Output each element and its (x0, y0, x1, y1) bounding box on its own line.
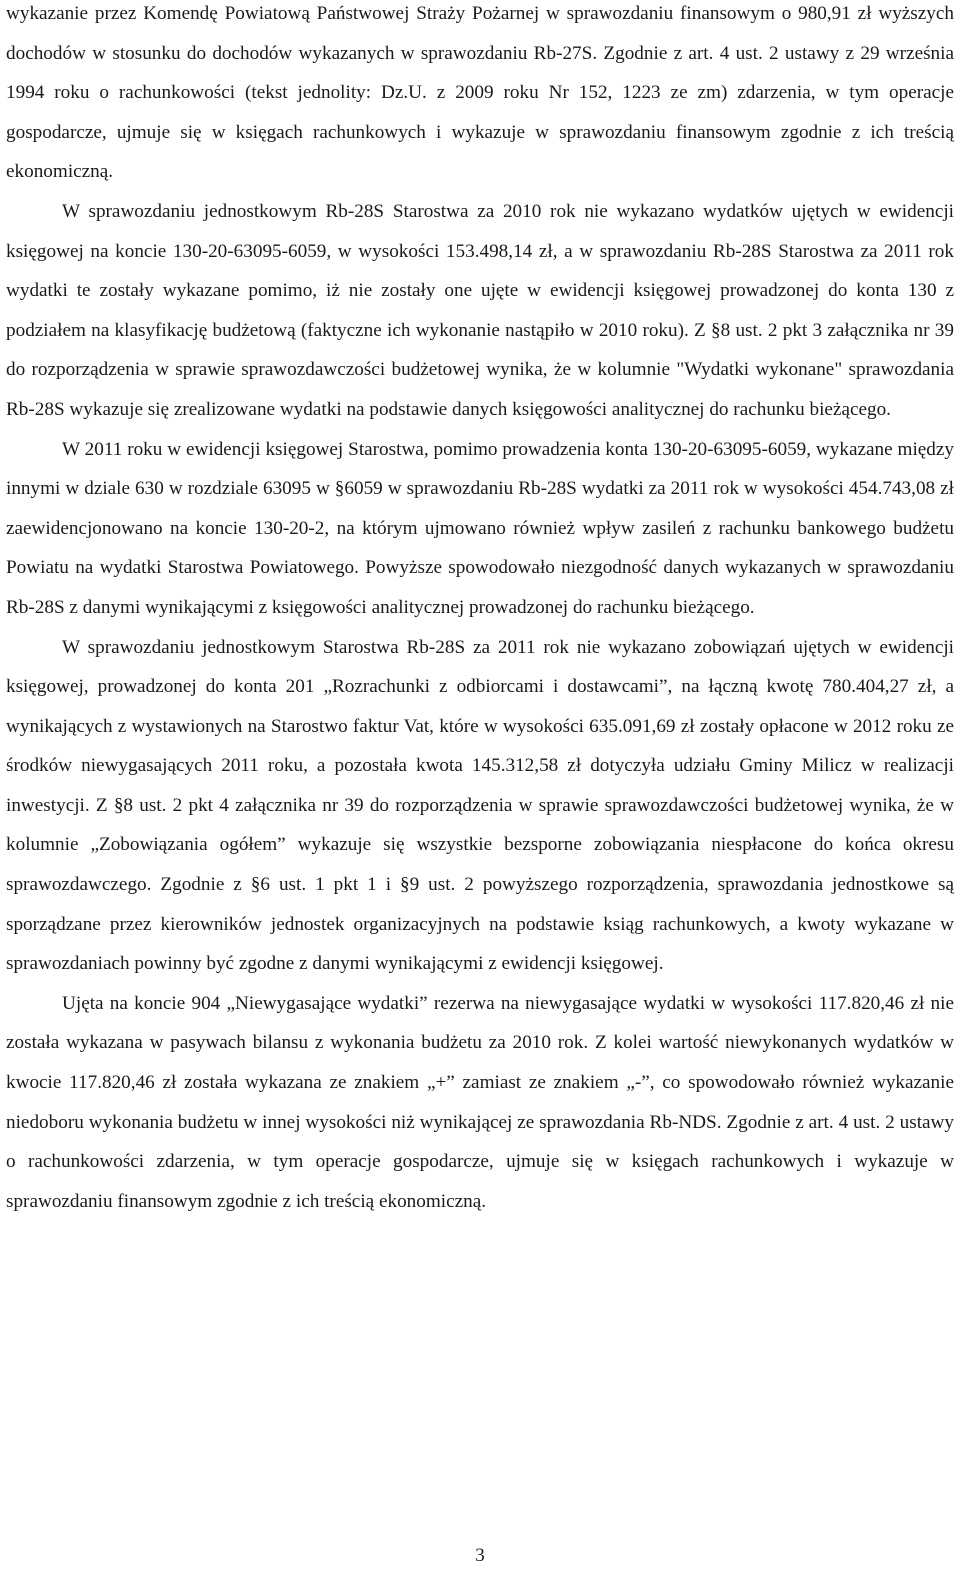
paragraph-continuation: wykazanie przez Komendę Powiatową Państwowej Straży Pożarnej w sprawozdaniu finansowym o 980,91 zł wyższych dochodów w stosunku do dochodów wykazanych w sprawozdaniu Rb-27S. Zgodnie z art. 4 ust. 2 ustawy z 29 września 1994 roku o rachunkowości (tekst jednolity: Dz.U. z 2009 roku Nr 152, 1223 ze zm) zdarzenia, w tym operacje gospodarcze, ujmuje się w księgach rachunkowych i wykazuje w sprawozdaniu finansowym zgodnie z ich treścią ekonomiczną. (6, 3, 954, 183)
paragraph-ewidencja-2011: W 2011 roku w ewidencji księgowej Starostwa, pomimo prowadzenia konta 130-20-63095-6059, wykazane między innymi w dziale 630 w rozdziale 63095 w §6059 w sprawozdaniu Rb-28S wydatki za 2011 rok w wysokości 454.743,08 zł zaewidencjonowano na koncie 130-20-2, na którym ujmowano również wpływ zasileń z rachunku bankowego budżetu Powiatu na wydatki Starostwa Powiatowego. Powyższe spowodowało niezgodność danych wykazanych w sprawozdaniu Rb-28S z danymi wynikającymi z księgowości analitycznej prowadzonej do rachunku bieżącego. (6, 438, 954, 618)
page-number: 3 (475, 1545, 485, 1566)
paragraph-rb28s-2010: W sprawozdaniu jednostkowym Rb-28S Starostwa za 2010 rok nie wykazano wydatków ujętych w ewidencji księgowej na koncie 130-20-63095-6059, w wysokości 153.498,14 zł, a w sprawozdaniu Rb-28S Starostwa za 2011 rok wydatki te zostały wykazane pomimo, iż nie zostały one ujęte w ewidencji księgowej prowadzonej do konta 130 z podziałem na klasyfikację budżetową (faktyczne ich wykonanie nastąpiło w 2010 roku). Z §8 ust. 2 pkt 3 załącznika nr 39 do rozporządzenia w sprawie sprawozdawczości budżetowej wynika, że w kolumnie "Wydatki wykonane" sprawozdania Rb-28S wykazuje się zrealizowane wydatki na podstawie danych księgowości analitycznej do rachunku bieżącego. (6, 200, 954, 420)
document-page (6, 0, 954, 1221)
paragraph-konto-904: Ujęta na koncie 904 „Niewygasające wydatki” rezerwa na niewygasające wydatki w wysokości 117.820,46 zł nie została wykazana w pasywach bilansu z wykonania budżetu za 2010 rok. Z kolei wartość niewykonanych wydatków w kwocie 117.820,46 zł została wykazana ze znakiem „+” zamiast ze znakiem „-”, co spowodowało również wykazanie niedoboru wykonania budżetu w innej wysokości niż wynikającej ze sprawozdania Rb-NDS. Zgodnie z art. 4 ust. 2 ustawy o rachunkowości zdarzenia, w tym operacje gospodarcze, ujmuje się w księgach rachunkowych i wykazuje w sprawozdaniu finansowym zgodnie z ich treścią ekonomiczną. (6, 992, 954, 1212)
paragraph-zobowiazania: W sprawozdaniu jednostkowym Starostwa Rb-28S za 2011 rok nie wykazano zobowiązań ujętych w ewidencji księgowej, prowadzonej do konta 201 „Rozrachunki z odbiorcami i dostawcami”, na łączną kwotę 780.404,27 zł, a wynikających z wystawionych na Starostwo faktur Vat, które w wysokości 635.091,69 zł zostały opłacone w 2012 roku ze środków niewygasających 2011 roku, a pozostała kwota 145.312,58 zł dotyczyła udziału Gminy Milicz w realizacji inwestycji. Z §8 ust. 2 pkt 4 załącznika nr 39 do rozporządzenia w sprawie sprawozdawczości budżetowej wynika, że w kolumnie „Zobowiązania ogółem” wykazuje się wszystkie bezsporne zobowiązania niespłacone do końca okresu sprawozdawczego. Zgodnie z §6 ust. 1 pkt 1 i §9 ust. 2 powyższego rozporządzenia, sprawozdania jednostkowe są sporządzane przez kierowników jednostek organizacyjnych na podstawie ksiąg rachunkowych, a kwoty wykazane w sprawozdaniach powinny być zgodne z danymi wynikającymi z ewidencji księgowej. (6, 636, 954, 975)
